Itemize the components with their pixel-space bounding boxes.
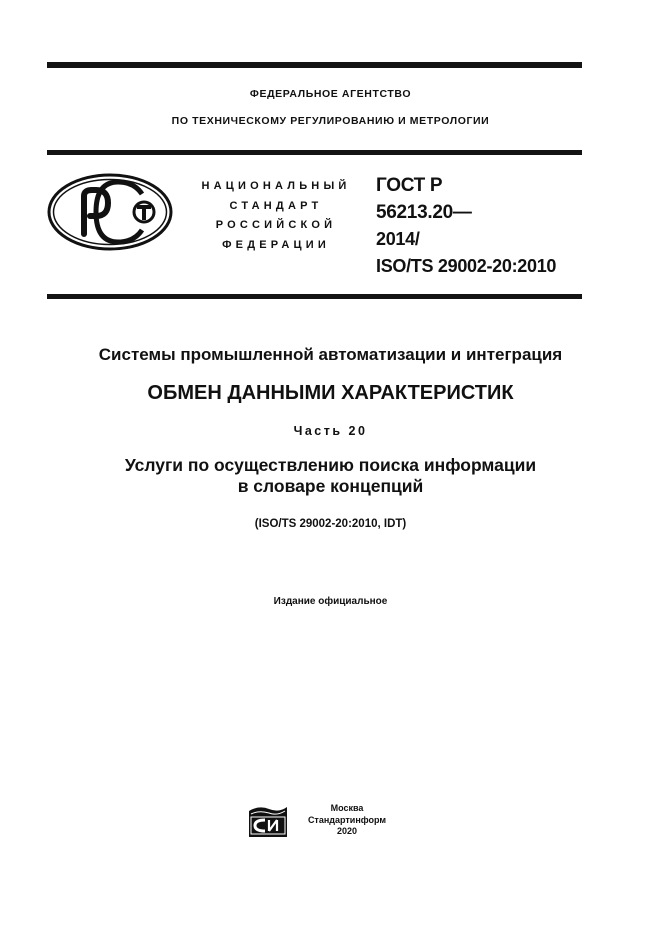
header-rule (47, 150, 582, 155)
publisher-year: 2020 (336, 826, 358, 836)
document-subtitle (0, 455, 661, 497)
part-label: Часть 20 (293, 424, 368, 438)
publisher-block (247, 803, 417, 843)
designation-line: 56213.20— (376, 202, 472, 223)
national-label-line: СТАНДАРТ (229, 199, 323, 212)
subtitle-line-2: в словаре концепций (237, 476, 424, 496)
publisher-text (307, 803, 387, 838)
document-title: ОБМЕН ДАННЫМИ ХАРАКТЕРИСТИК (147, 382, 514, 404)
designation-line: ISO/TS 29002-20:2010 (376, 256, 557, 276)
edition-label: Издание официальное (273, 596, 388, 607)
subtitle-line-1: Услуги по осуществлению поиска информации (124, 455, 537, 475)
series-title: Системы промышленной автоматизации и интеграция (98, 345, 563, 364)
block-rule (47, 294, 582, 299)
agency-line-1: ФЕДЕРАЛЬНОЕ АГЕНТСТВО (249, 88, 412, 100)
agency-line-2: ПО ТЕХНИЧЕСКОМУ РЕГУЛИРОВАНИЮ И МЕТРОЛОГИИ (171, 115, 490, 127)
iso-reference: (ISO/TS 29002-20:2010, IDT) (254, 518, 407, 530)
gost-r-logo-icon (46, 172, 174, 252)
standard-designation (376, 172, 556, 280)
national-label-line: РОССИЙСКОЙ (215, 219, 337, 231)
top-rule (47, 62, 582, 68)
publisher-city: Москва (330, 803, 364, 813)
national-label-line: НАЦИОНАЛЬНЫЙ (201, 180, 351, 192)
national-standard-label (186, 177, 366, 255)
designation-line: 2014/ (376, 229, 420, 249)
national-label-line: ФЕДЕРАЦИИ (222, 238, 330, 251)
publisher-name: Стандартинформ (307, 814, 387, 825)
standartinform-logo-icon (247, 805, 289, 839)
designation-line: ГОСТ Р (376, 175, 443, 196)
